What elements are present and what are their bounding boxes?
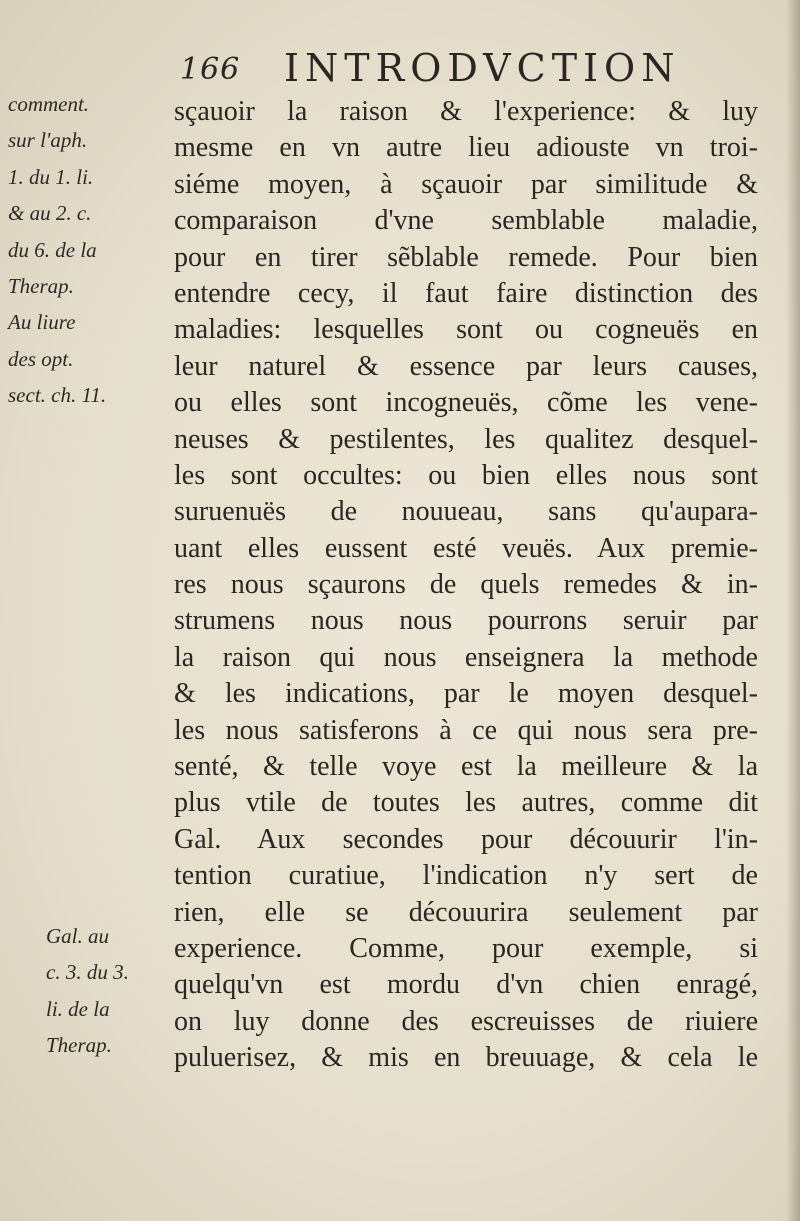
text-line: plus vtile de toutes les autres, comme dit bbox=[174, 787, 758, 819]
body-text bbox=[174, 94, 758, 1077]
text-line: mesme en vn autre lieu adiouste vn troi- bbox=[174, 132, 758, 164]
marginal-note-line: & au 2. c. bbox=[8, 201, 92, 226]
text-line: experience. Comme, pour exemple, si bbox=[174, 932, 758, 964]
marginal-note-line: c. 3. du 3. bbox=[46, 960, 129, 985]
page-number: 166 bbox=[180, 52, 241, 87]
marginal-note-line: Gal. au bbox=[46, 924, 109, 948]
text-line: strumens nous nous pourrons seruir par bbox=[174, 605, 758, 637]
marginal-note-line: comment. bbox=[8, 92, 90, 116]
text-line: leur naturel & essence par leurs causes, bbox=[174, 350, 758, 382]
marginal-note-line: Therap. bbox=[8, 273, 74, 298]
text-line: les sont occultes: ou bien elles nous sont bbox=[174, 459, 758, 491]
text-line: res nous sçaurons de quels remedes & in- bbox=[174, 569, 758, 601]
marginal-note-line: sur l'aph. bbox=[8, 128, 88, 153]
marginal-note-line: li. de la bbox=[46, 996, 110, 1021]
text-line: uant elles eussent esté veuës. Aux premie- bbox=[174, 532, 758, 564]
running-head: INTRODVCTION bbox=[284, 46, 681, 90]
text-line: neuses & pestilentes, les qualitez desquel- bbox=[174, 423, 758, 455]
text-line: sçauoir la raison & l'experience: & luy bbox=[174, 96, 758, 127]
text-line: entendre cecy, il faut faire distinction des bbox=[174, 277, 758, 309]
page-edge-shadow bbox=[786, 0, 800, 1221]
text-line: & les indications, par le moyen desquel- bbox=[174, 678, 758, 710]
marginal-note-line: 1. du 1. li. bbox=[8, 164, 94, 189]
text-line: quelqu'vn est mordu d'vn chien enragé, bbox=[174, 969, 758, 1001]
text-line: on luy donne des escreuisses de riuiere bbox=[174, 1005, 758, 1037]
text-line: pour en tirer sẽblable remede. Pour bien bbox=[174, 241, 758, 273]
marginal-note-line: des opt. bbox=[8, 346, 74, 371]
text-line: siéme moyen, à sçauoir par similitude & bbox=[174, 168, 758, 200]
text-line: ou elles sont incogneuës, cõme les vene- bbox=[174, 387, 758, 419]
marginal-note-line: sect. ch. 11. bbox=[8, 383, 107, 408]
page-header bbox=[180, 44, 700, 94]
text-line: puluerisez, & mis en breuuage, & cela le bbox=[174, 1042, 758, 1074]
marginal-note-line: Au liure bbox=[8, 310, 76, 335]
text-line: senté, & telle voye est la meilleure & la bbox=[174, 751, 758, 783]
text-line: la raison qui nous enseignera la methode bbox=[174, 641, 758, 673]
text-line: suruenuës de nouueau, sans qu'aupara- bbox=[174, 496, 758, 528]
marginal-note-line: Therap. bbox=[46, 1033, 112, 1058]
text-line: rien, elle se découurira seulement par bbox=[174, 896, 758, 928]
marginal-note-top bbox=[8, 86, 176, 414]
marginal-note-line: du 6. de la bbox=[8, 237, 97, 262]
text-line: les nous satisferons à ce qui nous sera pre- bbox=[174, 714, 758, 746]
text-line: tention curatiue, l'indication n'y sert de bbox=[174, 860, 758, 892]
marginal-note-bottom bbox=[46, 918, 176, 1064]
text-line: Gal. Aux secondes pour découurir l'in- bbox=[174, 823, 758, 855]
text-line: comparaison d'vne semblable maladie, bbox=[174, 205, 758, 237]
text-line: maladies: lesquelles sont ou cogneuës en bbox=[174, 314, 758, 346]
